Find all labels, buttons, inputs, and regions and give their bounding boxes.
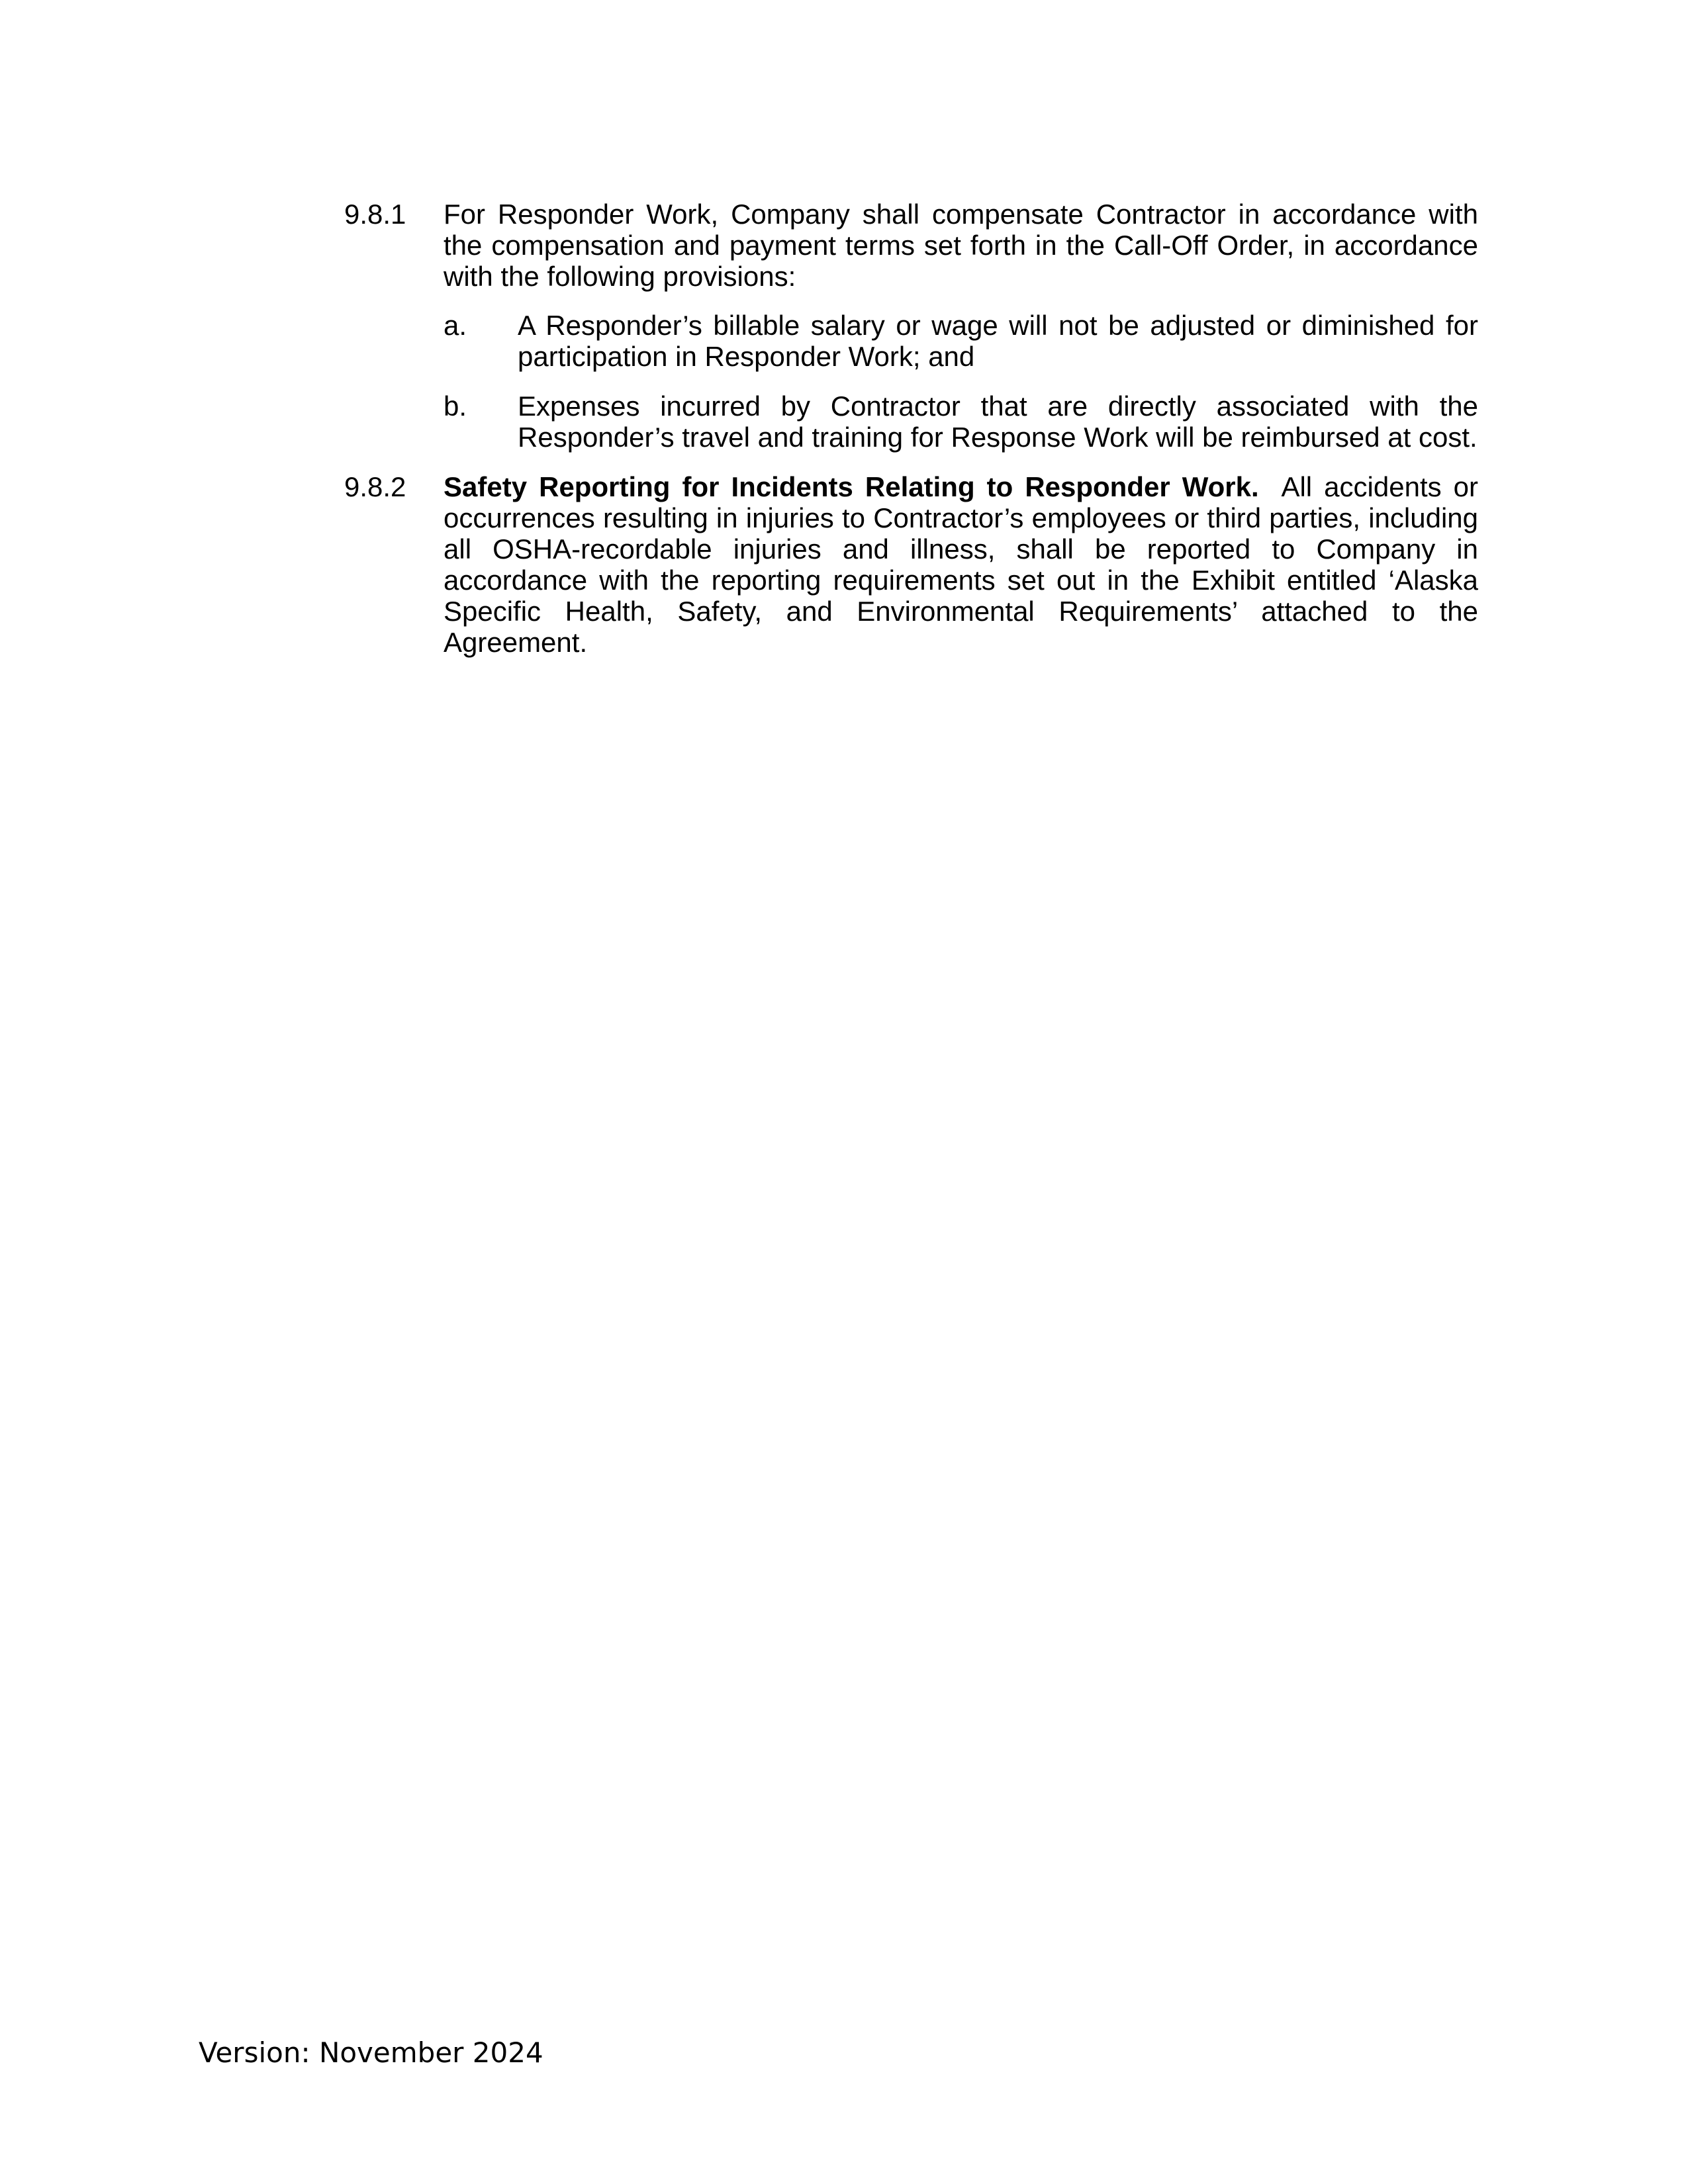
list-item-b xyxy=(444,390,1478,453)
list-item-text: A Responder’s billable salary or wage will not be adjusted or diminished for participation in Responder Work; and xyxy=(518,310,1478,372)
list-item-letter: a. xyxy=(444,310,467,341)
clause-heading: Safety Reporting for Incidents Relating to Responder Work. xyxy=(444,471,1259,502)
clause-9-8-1 xyxy=(344,199,1478,292)
clause-text: For Responder Work, Company shall compensate Contractor in accordance with the compensation and payment terms set forth in the Call-Off Order, in accordance with the following provisions: xyxy=(444,199,1478,292)
clause-9-8-2 xyxy=(344,471,1478,658)
list-item-text: Expenses incurred by Contractor that are directly associated with the Responder’s travel and training for Response Work will be reimbursed at cost. xyxy=(518,390,1478,453)
clause-body-text: All accidents or occurrences resulting in injuries to Contractor’s employees or third parties, including all OSHA-recordable injuries and illness, shall be reported to Company in accordance with the reporting requirements set out in the Exhibit entitled ‘Alaska Specific Health, Safety, and Environmental Requirements’ attached to the Agreement. xyxy=(444,471,1479,658)
list-item-letter: b. xyxy=(444,390,467,422)
list-item-a xyxy=(444,310,1478,372)
footer-version: Version: November 2024 xyxy=(199,2036,543,2069)
clause-number: 9.8.2 xyxy=(344,471,406,502)
clause-text xyxy=(444,471,1478,658)
clause-number: 9.8.1 xyxy=(344,199,406,230)
